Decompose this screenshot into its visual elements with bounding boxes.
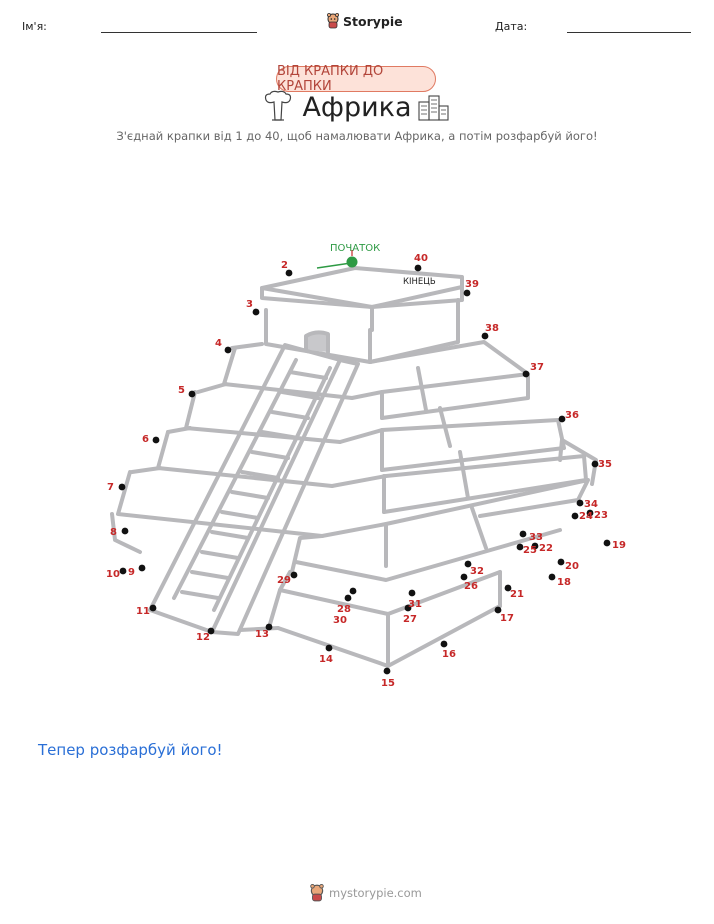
dot-4 (225, 347, 232, 354)
dot-40 (415, 265, 422, 272)
pyramid-outline (112, 268, 596, 666)
dot-number-34: 34 (584, 499, 598, 510)
dot-number-9: 9 (128, 567, 135, 578)
dot-number-33: 33 (529, 532, 543, 543)
dot-18 (549, 574, 556, 581)
dot-33 (520, 531, 527, 538)
dot-15 (384, 668, 391, 675)
dot-number-22: 22 (539, 543, 553, 554)
dot-16 (441, 641, 448, 648)
start-dot (347, 257, 358, 268)
dot-9 (139, 565, 146, 572)
dot-number-28: 28 (337, 604, 351, 615)
dot-number-31: 31 (408, 599, 422, 610)
dot-10 (120, 568, 127, 575)
dot-number-30: 30 (333, 615, 347, 626)
dot-number-19: 19 (612, 540, 626, 551)
dot-number-40: 40 (414, 253, 428, 264)
dot-number-35: 35 (598, 459, 612, 470)
dot-number-14: 14 (319, 654, 333, 665)
dot-6 (153, 437, 160, 444)
dot-number-26: 26 (464, 581, 478, 592)
brand-name: Storypie (343, 13, 403, 29)
dot-19 (604, 540, 611, 547)
dot-number-4: 4 (215, 338, 222, 349)
page-title: Африка (302, 92, 412, 123)
dot-20 (558, 559, 565, 566)
dot-number-29: 29 (277, 575, 291, 586)
dot-number-12: 12 (196, 632, 210, 643)
footer (309, 884, 422, 902)
dot-5 (189, 391, 196, 398)
dot-number-32: 32 (470, 566, 484, 577)
dot-3 (253, 309, 260, 316)
dot-28 (345, 595, 352, 602)
color-prompt: Тепер розфарбуй його! (38, 741, 223, 759)
dot-37 (523, 371, 530, 378)
name-label: Ім'я: (22, 20, 47, 33)
dot-39 (464, 290, 471, 297)
instructions: З'єднай крапки від 1 до 40, щоб намалювати Африка, а потім розфарбуй його! (116, 129, 598, 143)
dot-number-25: 25 (523, 545, 537, 556)
date-label: Дата: (495, 20, 528, 33)
end-label: КІНЕЦЬ (403, 277, 436, 287)
dot-number-6: 6 (142, 434, 149, 445)
dot-number-2: 2 (281, 260, 288, 271)
dot-7 (119, 484, 126, 491)
dot-number-7: 7 (107, 482, 114, 493)
dot-number-27: 27 (403, 614, 417, 625)
activity-badge: ВІД КРАПКИ ДО КРАПКИ (276, 66, 436, 92)
dot-31 (409, 590, 416, 597)
storypie-mascot-icon (309, 884, 325, 902)
dot-29 (291, 572, 298, 579)
dot-26 (461, 574, 468, 581)
dot-number-36: 36 (565, 410, 579, 421)
dot-number-21: 21 (510, 589, 524, 600)
dot-number-38: 38 (485, 323, 499, 334)
start-marker (317, 243, 380, 268)
dot-number-13: 13 (255, 629, 269, 640)
dot-number-5: 5 (178, 385, 185, 396)
dot-number-18: 18 (557, 577, 571, 588)
dot-8 (122, 528, 129, 535)
dot-number-39: 39 (465, 279, 479, 290)
dot-number-23: 23 (594, 510, 608, 521)
dot-number-16: 16 (442, 649, 456, 660)
dot-number-3: 3 (246, 299, 253, 310)
dot-number-15: 15 (381, 678, 395, 689)
dot-30 (350, 588, 357, 595)
start-label: ПОЧАТОК (330, 243, 381, 254)
dot-number-11: 11 (136, 606, 150, 617)
dot-number-20: 20 (565, 561, 579, 572)
dot-number-24: 24 (579, 511, 593, 522)
dot-34 (577, 500, 584, 507)
dot-number-8: 8 (110, 527, 117, 538)
footer-url: mystorypie.com (329, 886, 422, 900)
dot-number-37: 37 (530, 362, 544, 373)
dot-14 (326, 645, 333, 652)
dot-number-10: 10 (106, 569, 120, 580)
dot-11 (150, 605, 157, 612)
dot-24 (572, 513, 579, 520)
dot-number-17: 17 (500, 613, 514, 624)
